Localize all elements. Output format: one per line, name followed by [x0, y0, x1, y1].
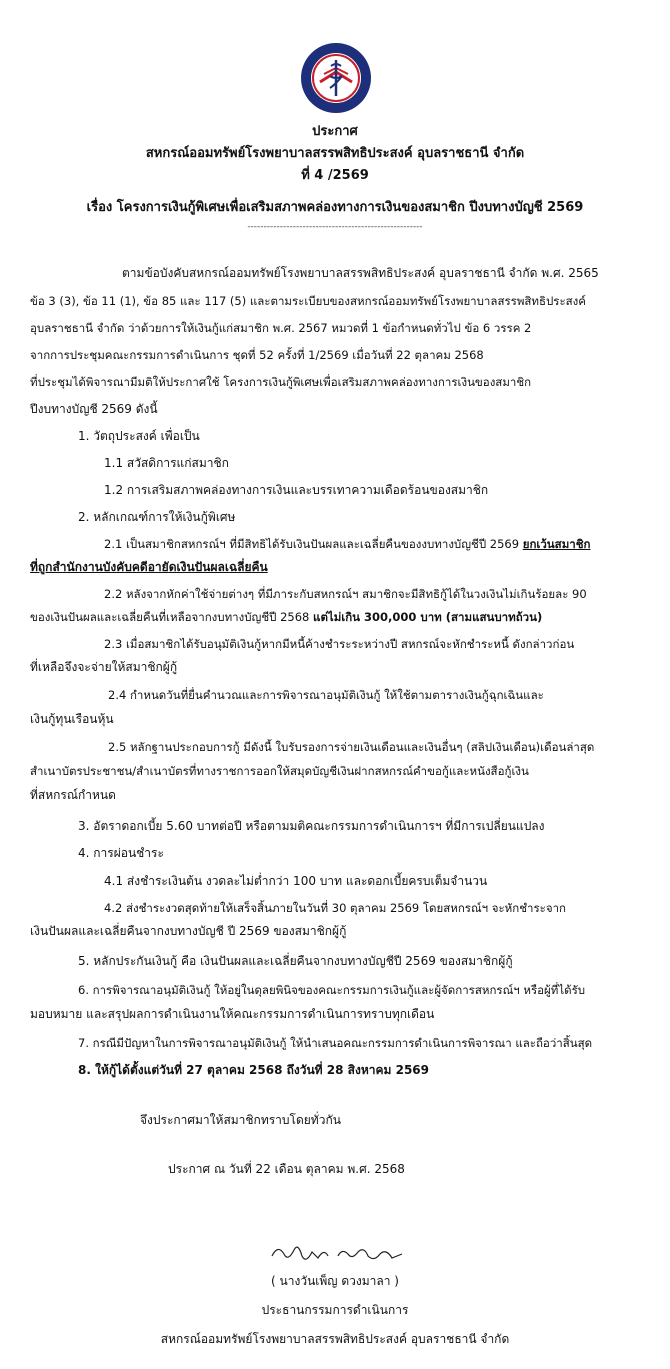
- section-5: 5. หลักประกันเงินกู้ คือ เงินปันผลและเฉลี่ยคืนจากงบทางบัญชีปี 2569 ของสมาชิกผู้กู้: [78, 954, 513, 968]
- section-2-3-line-2: ที่เหลือจึงจะจ่ายให้สมาชิกผู้กู้: [30, 660, 178, 674]
- section-2-2-text: ของเงินปันผลและเฉลี่ยคืนที่เหลือจากงบทางบัญชีปี 2568: [30, 610, 314, 624]
- intro-line-2: ข้อ 3 (3), ข้อ 11 (1), ข้อ 85 และ 117 (5) และตามระเบียบของสหกรณ์ออมทรัพย์โรงพยาบาลสรรพสิทธิประสงค์: [30, 294, 586, 308]
- section-2-1-exception: ยกเว้นสมาชิก: [522, 537, 591, 551]
- section-2-2-limit: แต่ไม่เกิน 300,000 บาท (สามแสนบาทถ้วน): [313, 610, 543, 624]
- section-4-heading: 4. การผ่อนชำระ: [78, 846, 164, 860]
- signer-position: ประธานกรรมการดำเนินการ: [261, 1303, 409, 1317]
- intro-line-6: ปีงบทางบัญชี 2569 ดังนี้: [30, 402, 158, 416]
- section-6-line-1: 6. การพิจารณาอนุมัติเงินกู้ ให้อยู่ในดุลยพินิจของคณะกรรมการเงินกู้และผู้จัดการสหกรณ์ฯ หรือผู้ที่ได้รับ: [78, 983, 586, 997]
- doc-number: ที่ 4 /2569: [301, 168, 369, 183]
- section-2-5-line-2: สำเนาบัตรประชาชน/สำเนาบัตรที่ทางราชการออกให้สมุดบัญชีเงินฝากสหกรณ์คำขอกู้และหนังสือกู้เงิน: [30, 764, 529, 778]
- section-2-1-line-1: [104, 535, 591, 553]
- section-1-item-2: 1.2 การเสริมสภาพคล่องทางการเงินและบรรเทาความเดือดร้อนของสมาชิก: [104, 483, 489, 497]
- signer-organization: สหกรณ์ออมทรัพย์โรงพยาบาลสรรพสิทธิประสงค์ อุบลราชธานี จำกัด: [160, 1332, 510, 1346]
- section-8: 8. ให้กู้ได้ตั้งแต่วันที่ 27 ตุลาคม 2568 ถึงวันที่ 28 สิงหาคม 2569: [78, 1063, 429, 1077]
- announcement-date: ประกาศ ณ วันที่ 22 เดือน ตุลาคม พ.ศ. 2568: [168, 1162, 405, 1176]
- section-4-2-line-1: 4.2 ส่งชำระงวดสุดท้ายให้เสร็จสิ้นภายในวันที่ 30 ตุลาคม 2569 โดยสหกรณ์ฯ จะหักชำระจาก: [104, 901, 566, 915]
- intro-line-3: อุบลราชธานี จำกัด ว่าด้วยการให้เงินกู้แก่สมาชิก พ.ศ. 2567 หมวดที่ 1 ข้อกำหนดทั่วไป ข้อ 6 วรรค 2: [30, 321, 532, 335]
- section-2-5-line-1: 2.5 หลักฐานประกอบการกู้ มีดังนี้ ใบรับรองการจ่ายเงินเดือนและเงินอื่นๆ (สลิปเงินเดือน)เดือนล่าสุด: [108, 740, 595, 754]
- signer-name: ( นางวันเพ็ญ ดวงมาลา ): [271, 1274, 399, 1288]
- section-1-heading: 1. วัตถุประสงค์ เพื่อเป็น: [78, 429, 200, 443]
- org-name: สหกรณ์ออมทรัพย์โรงพยาบาลสรรพสิทธิประสงค์ อุบลราชธานี จำกัด: [145, 146, 525, 161]
- intro-line-4: จากการประชุมคณะกรรมการดำเนินการ ชุดที่ 52 ครั้งที่ 1/2569 เมื่อวันที่ 22 ตุลาคม 2568: [30, 348, 484, 362]
- section-4-1: 4.1 ส่งชำระเงินต้น งวดละไม่ต่ำกว่า 100 บาท และดอกเบี้ยครบเต็มจำนวน: [104, 874, 488, 888]
- section-4-2-line-2: เงินปันผลและเฉลี่ยคืนจากงบทางบัญชี ปี 2569 ของสมาชิกผู้กู้: [30, 924, 347, 938]
- intro-line-1: ตามข้อบังคับสหกรณ์ออมทรัพย์โรงพยาบาลสรรพสิทธิประสงค์ อุบลราชธานี จำกัด พ.ศ. 2565: [122, 266, 599, 280]
- intro-line-5: ที่ประชุมได้พิจารณามีมติให้ประกาศใช้ โครงการเงินกู้พิเศษเพื่อเสริมสภาพคล่องทางการเงินของสมาชิก: [30, 375, 532, 389]
- signature: [268, 1238, 408, 1268]
- section-2-3-line-1: 2.3 เมื่อสมาชิกได้รับอนุมัติเงินกู้หากมีหนี้ค้างชำระระหว่างปี สหกรณ์จะหักชำระหนี้ ดังกล่าวก่อน: [104, 637, 575, 651]
- section-2-1-text: 2.1 เป็นสมาชิกสหกรณ์ฯ ที่มีสิทธิได้รับเงินปันผลและเฉลี่ยคืนของงบทางบัญชีปี 2569: [104, 537, 523, 551]
- cooperative-logo: [300, 42, 372, 114]
- closing-statement: จึงประกาศมาให้สมาชิกทราบโดยทั่วกัน: [140, 1113, 341, 1127]
- section-2-4-line-1: 2.4 กำหนดวันที่ยื่นคำนวณและการพิจารณาอนุมัติเงินกู้ ให้ใช้ตามตารางเงินกู้ฉุกเฉินและ: [108, 688, 544, 702]
- section-2-2-line-2: [30, 608, 542, 626]
- separator-line: ------------------------------------------------------: [247, 222, 423, 232]
- doc-title: ประกาศ: [312, 124, 358, 139]
- section-2-4-line-2: เงินกู้ทุนเรือนหุ้น: [30, 712, 114, 726]
- section-6-line-2: มอบหมาย และสรุปผลการดำเนินงานให้คณะกรรมการดำเนินการทราบทุกเดือน: [30, 1007, 435, 1021]
- section-3: 3. อัตราดอกเบี้ย 5.60 บาทต่อปี หรือตามมติคณะกรรมการดำเนินการฯ ที่มีการเปลี่ยนแปลง: [78, 819, 545, 833]
- section-2-1-line-2: ที่ถูกสำนักงานบังคับคดีอายัดเงินปันผลเฉลี่ยคืน: [30, 560, 268, 574]
- section-7: 7. กรณีมีปัญหาในการพิจารณาอนุมัติเงินกู้ ให้นำเสนอคณะกรรมการดำเนินการพิจารณา และถือว่าสิ้นสุด: [78, 1036, 593, 1050]
- section-2-5-line-3: ที่สหกรณ์กำหนด: [30, 788, 116, 802]
- section-2-2-line-1: 2.2 หลังจากหักค่าใช้จ่ายต่างๆ ที่มีภาระกับสหกรณ์ฯ สมาชิกจะมีสิทธิกู้ได้ในวงเงินไม่เกินร้อยละ 90: [104, 587, 587, 601]
- doc-subject: เรื่อง โครงการเงินกู้พิเศษเพื่อเสริมสภาพคล่องทางการเงินของสมาชิก ปีงบทางบัญชี 2569: [86, 200, 584, 215]
- section-2-heading: 2. หลักเกณฑ์การให้เงินกู้พิเศษ: [78, 510, 236, 524]
- section-1-item-1: 1.1 สวัสดิการแก่สมาชิก: [104, 456, 229, 470]
